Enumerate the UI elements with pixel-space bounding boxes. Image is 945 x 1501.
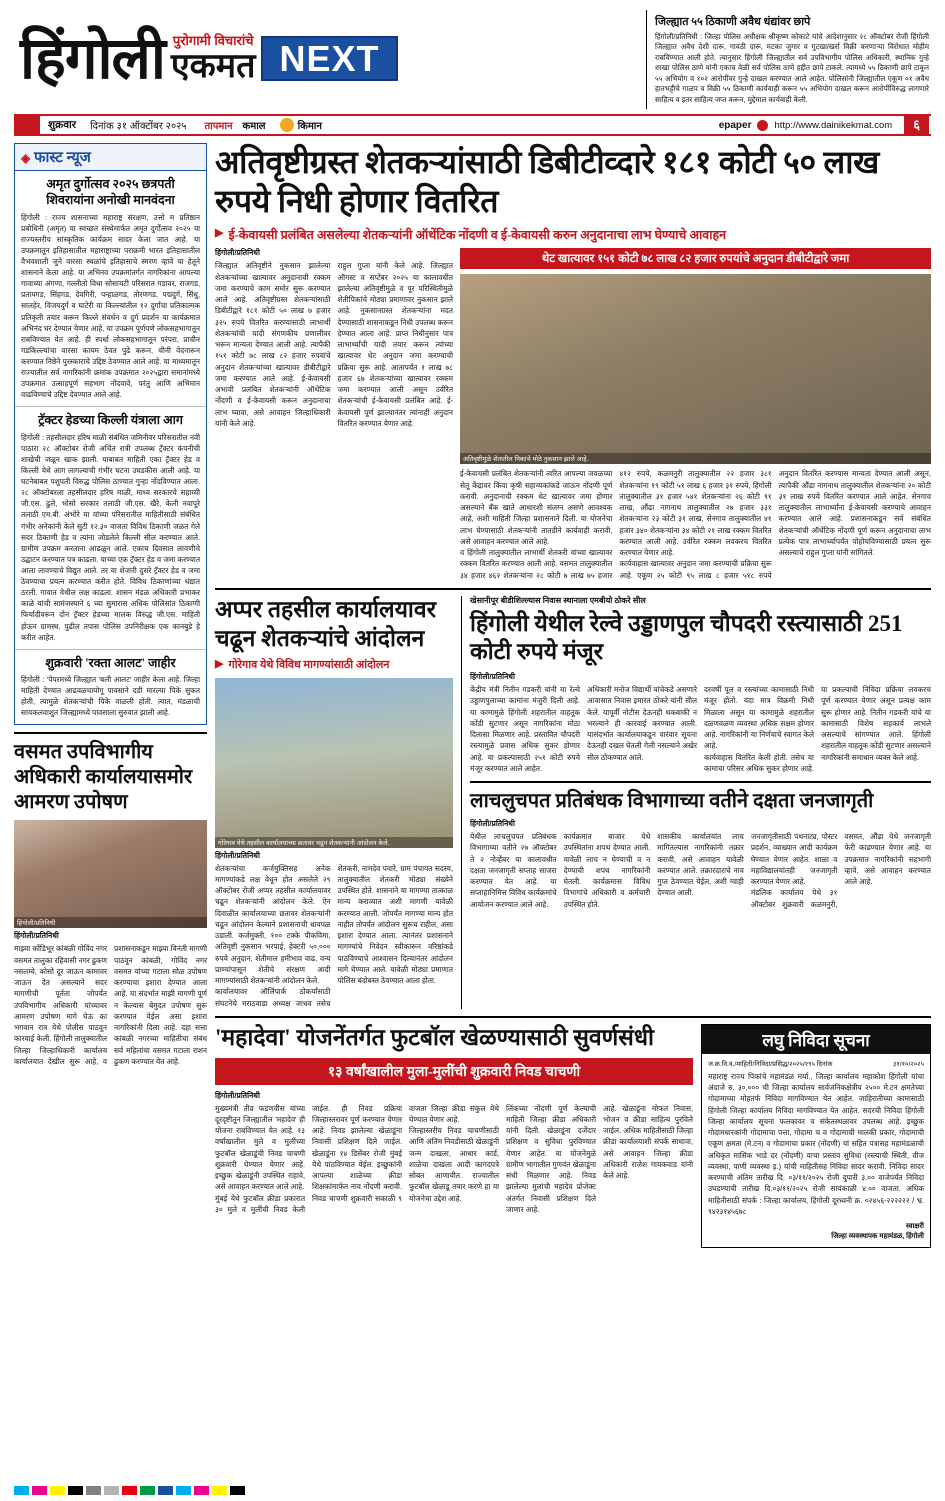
rail-story (461, 596, 931, 1009)
fast-news-item (15, 650, 206, 725)
football-col-5: आहे. खेळाडूंना मोफत निवास, भोजन व क्रीडा साहित्य पुरविले जाईल. अधिक माहितीसाठी जिल्हा क्रीडा कार्यालयाशी संपर्क साधावा, असे आवाहन जिल्हा क्रीडा अधिकारी राजेश गायकवाड यांनी केले आहे. (603, 1103, 694, 1181)
epaper-link-group[interactable] (719, 114, 931, 136)
vasmat-body-columns (14, 943, 207, 1067)
lead-col-3: ई-केवायसी प्रलंबित शेतकऱ्यांनी त्वरित आपल्या जवळच्या सेतू केंद्रावर किंवा कृषी सहाय्यकांकडे जाऊन नोंदणी पूर्ण करावी. अनुदानाची रक्कम थेट खात्यावर जमा होणार असल्याने बँक खाते आधारशी संलग्न असणे आवश्यक आहे, अशी माहिती जिल्हा प्रशासनाने दिली. या योजनेचा लाभ घेण्यासाठी शेतकऱ्यांनी तातडीने कार्यवाही करावी, असे आवाहन करण्यात आले आहे. (460, 469, 613, 546)
diamond-icon: ◈ (21, 151, 31, 166)
cmyk-black-2 (230, 1486, 245, 1495)
lead-col-5: कार्यवाहास खात्यावर अनुदान जमा करण्याची प्रक्रिया सुरू आहे. एकूण २५ कोटी ९५ लाख ८ हजार ५१८ रुपये अनुदान वितरित करण्यास मान्यता देण्यात आली असून, त्यापैकी औंढा नागनाथ तालुक्यातील शेतकऱ्यांना २० कोटी ३१ लाख रुपये वितरित करण्यात आले आहेत. सेनगाव तालुक्यातील लाभार्थ्यांना ई-केवायसी करण्याचे आवाहन करण्यात आले आहे. प्रशासनाकडून सर्व संबंधित शेतकऱ्यांची ऑथेंटिक नोंदणी पूर्ण करून अनुदानाचा लाभ प्रत्येक पात्र लाभार्थ्यापर्यंत पोहोचविण्यासाठी प्रयत्न सुरू असल्याचे राहुल गुप्ता यांनी सांगितले. (619, 469, 931, 580)
tender-box (701, 1024, 931, 1248)
cmyk-registration-bar (14, 1486, 245, 1495)
newspaper-title: हिंगोली (20, 25, 165, 91)
weather-icon-group (280, 118, 322, 132)
football-col-1: मुख्यमंत्री तीव्र फडणवीस यांच्या दूरदृष्टीतून जिल्ह्यातील 'महादेव' ही योजना राबविण्यात येत आहे. १३ वर्षांखालील मुले व मुलींच्या फुटबॉल खेळाडूंची निवड चाचणी शुक्रवारी घेण्यात येणार आहे. इच्छुक खेळाडूंनी उपस्थित राहावे, असे आवाहन करण्यात आले आहे. (215, 1103, 306, 1192)
tender-header: लघु निविदा सूचना (702, 1025, 930, 1054)
triangle-bullet-icon: ▶ (215, 658, 224, 671)
lead-col-1: जिल्ह्यात अतिवृष्टीने नुकसान झालेल्या शेतकऱ्यांच्या खात्यावर अनुदानाची रक्कम जमा करण्याचे काम समोर सुरू करण्यात आले आहे. अतिवृष्टीग्रस्त शेतकऱ्यांसाठी डिबीटीद्वारे १८१ कोटी ५० लाख ७ हजार ३२५ रुपये वितरित करण्यासाठी लाभार्थी शेतकऱ्यांची यादी संगणकीय प्रणालीवर भरून मान्यता देण्यात आली आहे. त्यापैकी १५१ कोटी ७८ लाख ८२ हजार रुपयांचे अनुदान शेतकऱ्यांच्या खात्यावर डीबीटीद्वारे जमा करण्यात आले आहे. ई-केवायसी अभावी प्रलंबित शेतकऱ्यांनी ऑथेंटिक नोंदणी व ई-केवायसी करून अनुदानाचा लाभ घ्यावा, असे आवाहन जिल्हाधिकारी यांनी केले आहे. (215, 261, 331, 428)
lead-right-cols (460, 248, 931, 581)
cmyk-cyan-2 (176, 1486, 191, 1495)
masthead-side-story (646, 10, 931, 109)
lachalu-headline: लाचलुचपत प्रतिबंधक विभागाच्या वतीने दक्षता जनजागृती (470, 790, 874, 813)
tahsil-photo (215, 678, 453, 848)
content-column (215, 143, 931, 1248)
football-col-3: जिल्हास्तरीय निवड चाचणीसाठी आणि अंतिम निवडीसाठी खेळाडूंनी जन्म दाखला, आधार कार्ड, शाळेचा दाखला आदी कागदपत्रे सोबत आणावीत. राज्यातील फुटबॉल खेळाडू तयार करणे हा या योजनेचा उद्देश आहे. (409, 1126, 500, 1203)
fast-news-header (15, 144, 206, 171)
vasmat-story (14, 740, 207, 1067)
divider (215, 588, 931, 590)
fast-news-box (14, 143, 207, 725)
fast-news-item-body: हिंगोली : तहसीलदार हरिष माळी संबंधित जमिनीवर परिसरातील नवी पाठारा २८ ऑक्टोबर रोजी अचिंत रात्री उपलब्ध ट्रॅक्टर कंपनीची शाखेची जळून खाक झाली. याबाबत माहिती एका ट्रॅक्टर हेड व किल्ली येथे आग लागल्याची गंभीर घटना उघडकीस आली आहे. या घटनेबाबत पशुपती विरुद्ध पोलिस ठाण्यात गुन्हा नोंदविण्यात आला. २८ ऑक्टोबरला तहसीलदार हरिष माळी, माध्य सरकारचे सहाय्यी जी.एस. ढुले, भोसो सरकार तलाठी जी.एस. खैरे, केली नवापूरे तलाठी एम.बी. अंभोरे या यांच्या परिसरातील माहितीसाठी संबंधित गंभीर अनेकांनी केले सुटी १२.३० वाजता विविध ठिकाणी जळत गेले सदर ठिकाणी हेड व त्यांना जोडलेले किल्ली सील करण्यात आले. ग्रामीण उपक्रम करताना आढळून आले. एकाच दिवसात लावणीचे उद्घाटन करण्यात पत्र काढला. याच्या एक ट्रॅक्टर हेड व जमा करण्यात आला लावण्याचे विद्युत आले. तर या शेजारी दुसरे ट्रॅक्टर हेड व जमा ठेवण्याचा प्रयत्न करण्यात करीत होते. विविध ठिकाणांच्या धंद्यात ठरली. गावात येथील लक्ष काढला. शासन मंडळ अधिकारी प्रभाकर काळे यांची सामंजस्याने ६ च्या सुमारास अधिक पोलिसांत ठिकाणी फिर्यादीवरून दोन ट्रॅक्टर हेडच्या मालक विरुद्ध जी.एस. माहिती होऊन ग्रामस्थ, पुढील तपास पोलिस उपनिरीक्षक एक कानबुडे हे करीत आहेत. (21, 432, 201, 642)
tender-ref-no: ज.क्र.वि.व./माहिती/निविदा/प्रसिद्ध/२०२५/१९५ दिनांक (708, 1060, 833, 1068)
lachalu-body-columns (470, 831, 931, 910)
divider (14, 732, 207, 734)
fast-news-item-title: शुक्रवारी 'रक्ता आलट' जाहीर (45, 655, 176, 670)
vasmat-headline: वसमत उपविभागीय अधिकारी कार्यालयासमोर आमरण उपोषण (14, 741, 193, 814)
main-grid (14, 143, 931, 1248)
lead-headline: अतिवृष्टीग्रस्त शेतकऱ्यांसाठी डिबीटीव्दारे १८१ कोटी ५० लाख रुपये निधी होणार वितरित (215, 144, 880, 220)
rail-col-2: अधिकारी मनोज विद्यार्थी यांचेकडे असणारे आवासात निवास इमारत ठोकरे यांनी सील केले. यापूर्वी नोटीस देऊनही थकबाकी न भरल्याने ही कारवाई करण्यात आली. यासंदर्भात कार्यालयाकडून वारंवार सूचना देऊनही दखल घेतली गेली नसल्याने अखेर सील ठोकण्यात आले. (587, 685, 697, 762)
football-byline: हिंगोली/प्रतिनिधी (215, 1090, 260, 1100)
sun-icon (280, 118, 294, 132)
lachalu-col-2: कार्यक्रमात बाजार येथे उपस्थितांना शपथ देण्यात आली. यावेळी लाच न घेण्याची व न देण्याची शपथ नागरिकांनी घेतली. कार्यक्रमास विविध विभागांचे अधिकारी व कर्मचारी उपस्थित होते. (563, 832, 651, 909)
cmyk-yellow (50, 1486, 65, 1495)
rail-kicker: खेसानीपूर बीडीशिल्ल्यास निवास स्थानाला एमबीयो ठोकरे सील (470, 595, 646, 605)
tahsil-subheadline: गोरेगाव येथे विविध मागण्यांसाठी आंदोलन (228, 659, 390, 672)
football-redbar: १३ वर्षांखालील मुला-मुलींची शुक्रवारी निवड चाचणी (215, 1058, 693, 1085)
page-number: ६ (904, 114, 929, 136)
lead-left-cols (215, 248, 453, 581)
lead-cols-b (460, 468, 931, 581)
fast-news-item-title: अमृत दुर्गोत्सव २०२५ छत्रपती शिवरायांना अनोखी मानवंदना (46, 177, 175, 208)
red-block-decor (14, 116, 40, 134)
lead-col-2: राहुल गुप्ता यांनी केले आहे. जिल्ह्यात ऑगस्ट व सप्टेंबर २०२५ या कालावधीत झालेल्या अतिवृष्टीमुळे व पूर परिस्थितीमुळे शेतीपिकांचे मोठ्या प्रमाणावर नुकसान झाले आहे. नुकसानग्रस्त शेतकऱ्यांना मदत देण्यासाठी शासनाकडून निधी उपलब्ध करून देण्यात आला आहे. प्राप्त निधीनुसार पात्र लाभार्थ्यांची यादी तयार करून त्यांच्या खात्यावर थेट अनुदान जमा करण्याची प्रक्रिया सुरू आहे. आतापर्यंत १ लाख ७८ हजार ६७ शेतकऱ्यांच्या खात्यावर रक्कम जमा करण्यात आली असून उर्वरित शेतकऱ्यांची ई-केवायसी प्रलंबित आहे. ई-केवायसी पूर्ण झाल्यानंतर त्यांनाही अनुदान वितरित करण्यात येणार आहे. (337, 261, 454, 428)
lachalu-byline: हिंगोली/प्रतिनिधी (470, 819, 515, 829)
cmyk-green (140, 1486, 155, 1495)
lead-byline: हिंगोली/प्रतिनिधी (215, 248, 260, 258)
cmyk-gray1 (86, 1486, 101, 1495)
lachalu-col-4: जनजागृतीसाठी पथनाट्य, पोस्टर प्रदर्शन, व्याख्यान आदी कार्यक्रम घेण्यात येणार आहेत. शाळा व महाविद्यालयांतही जनजागृती करण्यात येणार आहे. (750, 832, 838, 887)
cmyk-magenta-2 (194, 1486, 209, 1495)
lachalu-col-3: शासकीय कार्यालयांत लाच मागितल्यास नागरिकांनी तक्रार करावी, असे आवाहन यावेळी करण्यात आले. तक्रारदाराचे नाव गुप्त ठेवण्यात येईल, अशी ग्वाही देण्यात आली. (657, 832, 744, 898)
vasmat-photo-caption: हिंगोली/प्रतिनिधी (14, 917, 207, 928)
fast-news-item-body: हिंगोली : राज्य शासनाच्या महाराष्ट्र संरक्षण, उत्तो म प्रतिष्ठान प्रबोधिनी (अमृत) या स्वच्छत संस्थेमार्फत अमृत दुर्गोत्सव २०२५ या राज्यस्तरीय सांस्कृतिक कार्यक्रम सादर केला जात आहे. या उपक्रमातून इतिहासातील महाराष्ट्राच्या पराक्रमी भारत इतिहासातील वैभवशाली जुने वारसा स्थळांचे इतिहासाचे स्मरण व्हावे या हेतूने शासनाने केला आहे. या अभिनव उपक्रमांतर्गत नागरिकांना आपल्या गावाच्या अंगणा, गल्लीतो विधा सोसायटी परिसरात गडावर, राजगड, प्रतापगड, सिंहगड, देवगिरी, पन्हाळगड, तोरणगड, पद्मदुर्ग, सिंधु, सालहेर, विजयदुर्ग व घाटेरी या किल्ल्यांतील १२ दुर्गांचा प्रतिकात्मक प्रतिकृती तयार करून किल्ले संवर्धन व दुर्ग प्रदर्शन या कार्यक्रमात अभिनंद घर देण्यात येणार आहे, या उपक्रम पूर्णपणे लोकसहभागातून राबविण्यात येत आहे. ही स्पर्धा लोकसहभागातून परंपरा, प्राचीन गडकिल्ल्यांचा वारसा कायम ठेवत पुढे करून, चीनी वेदनारून करण्यात निष्ठेने पुरस्काराचे उद्दिष्ट ठेवण्यात आले आहे. या माध्यमातून राज्यातील सर्व नागरिकांनी क्रमांक उपक्रमात २०२५द्वारा समानांमध्ये उपक्रमात उत्साहपूर्ण सहभाग नोंदवावे, परंतु आणि अभिमान वाढविण्याचे उद्दिष्ट देवण्यात आले आहे. (21, 212, 201, 400)
divider (215, 1016, 931, 1018)
masthead-side-headline: जिल्ह्यात ५५ ठिकाणी अवैध धंद्यांवर छापे (655, 16, 811, 28)
tahsil-story (215, 596, 453, 1009)
lachalu-story (470, 789, 931, 910)
tender-sign-label: स्वाक्षरी (905, 1223, 924, 1231)
lachalu-col-5: मंडलिक कार्यालय येथे ३१ ऑक्टोबर शुक्रवारी कळमनुरी, वसमत, औंढा येथे जनजागृती फेरी काढण्यात येणार आहे. या उपक्रमात नागरिकांनी सहभागी व्हावे, असे आवाहन करण्यात आले आहे. (750, 832, 931, 909)
cmyk-black (68, 1486, 83, 1495)
masthead (14, 10, 931, 109)
rail-col-3: दरवर्षी पूल व रस्त्यांच्या कामासाठी निधी मंजूर होतो. यंदा मात्र विक्रमी निधी मिळाला असून या कामामुळे शहरातील दळणवळण व्यवस्था अधिक सक्षम होणार आहे. नागरिकांनी या निर्णयाचे स्वागत केले आहे. (704, 685, 814, 751)
masthead-brandword: एकमत (170, 46, 256, 85)
cmyk-red (122, 1486, 137, 1495)
lead-cols-a (215, 260, 453, 429)
lead-photo (460, 274, 931, 464)
tahsil-col-2: कार्यालयावर ऑलिंपार्क ठोकर्यांसाठी संघटनेचे मराठवाडा अध्यक्ष जाधव तसेच शेतकरी, नामदेव पवारे, ग्राम पंचायत सदस्य, तालुक्यातील शेतकरी मोठ्या संख्येने उपस्थित होते. शासनाने या मागण्या तात्काळ मान्य कराव्यात अशी मागणी यावेळी करण्यात आली. जोपर्यंत मागण्या मान्य होत नाहीत तोपर्यंत आंदोलन सुरूच राहील, असा इशारा देण्यात आला. त्यानंतर प्रशासनाने मागण्यांचे निवेदन स्वीकारून वरिष्ठांकडे पाठविण्याचे आश्वासन दिल्यानंतर आंदोलन मागे घेण्यात आले. यावेळी मोठ्या प्रमाणात पोलिस बंदोबस्त ठेवण्यात आला होता. (215, 863, 454, 1008)
tender-body (702, 1054, 930, 1247)
divider (470, 781, 931, 783)
vasmat-byline: हिंगोली/प्रतिनिधी (14, 931, 59, 941)
tender-signature (708, 1222, 924, 1242)
fast-news-item-title: ट्रॅक्टर हेडच्या किल्ली यंत्राला आग (38, 413, 183, 428)
cmyk-cyan (14, 1486, 29, 1495)
lead-story (215, 143, 931, 581)
cmyk-yellow-2 (212, 1486, 227, 1495)
rail-byline: हिंगोली/प्रतिनिधी (470, 672, 515, 682)
vasmat-body: माझ्या कोंडिभूर कांबळी गोविंद नगर वसमत तालुका रहिवासी नगर ढुकण नसलम्ये, कोसो दूर जाऊन कामावर जाऊन देत असल्याने सदर मागणीची पूर्तता जोपर्यंत उपविभागीय अधिकारी यांच्यावर आमरण उपोषण मागे घेऊ का भगवान रात्र येथे पोलीस पाठवून कारवाई केली. हिंगोली तालुक्यातील जिल्हा जिल्हाधिकारी कार्यालय कार्यालयात देखील सुरू आहे, व प्रशासनाकडून माझ्या विनंती मागणी पाठवून कांबळी, गोविंद नगर वसमत यांच्या गटाला सोळ उपोषण करण्याचा इशारा देण्यात आला आहे. या संदर्भात माझी मागणी पूर्ण न केल्यास बेमुदत उपोषण सुरू करण्यात येईल असा इशारा नागरिकांनी दिला आहे. दहा सत्ता कांबळी नगरच्या माहितीचा संबंध सर्व महिलांचा वसमत गटाला राशन ढुकण करण्यात येत आहे. (14, 944, 208, 1066)
lead-redbar: थेट खात्यावर १५१ कोटी ७८ लाख ८२ हजार रुपयांचे अनुदान डीबीटीद्वारे जमा (460, 248, 931, 269)
tahsil-col-1: शेतकऱ्यांचा कर्जमुक्तिसह अनेक मागण्यांकडे लक्ष वेधून होत असलेले २९ ऑक्टोबर रोजी अप्पर तहसील कार्यालयावर चढून शेतकऱ्यांनी आंदोलन केले. ऐन दिवाळीत कार्यालयाच्या छतावर शेतकऱ्यांनी चढून आंदोलन केल्याने प्रशासनाची धावपळ उडाली. कर्जमुक्ती, १०० टक्के पीकविमा, अतिवृष्टी नुकसान भरपाई, हेक्टरी ५०,००० रुपये अनुदान, शेतीमाल हमीभाव वाढ, वन्य प्राण्यांपासून शेतीचे संरक्षण आदी मागण्यांसाठी शेतकऱ्यांनी आंदोलन केले. (215, 863, 331, 986)
left-column (14, 143, 207, 1248)
tahsil-byline: हिंगोली/प्रतिनिधी (215, 850, 260, 860)
tender-text: महाराष्ट्र राज्य पिकांचे महामंडळ मर्या., जिल्हा कार्यालय महाकोश हिंगोली यांचा अंदाजे रु. ३०,००० ची जिल्हा कार्यालय सार्वजनिकक्षेत्रीय २५०० मे.टन क्षमतेच्या गोदामाच्या मोहतर्फ निविदा मागविण्यात येत आहेत. जाहिरातीच्या कामासाठी हिंगोली जिल्हा कार्यालय निविदा मागविण्यात येत आहेत. सदरची निविदा हिंगोली जिल्हा कार्यालय सूचना फलकावर व संकेतस्थळावर उपलब्ध आहे. इच्छुक गोदामधारकांनी गोदामाचा पत्ता, गोदामा च व गोदामाची मालकी प्रकार, गोदामाची एकूण क्षमता (मे.टन) व गोदामाचा प्रकार (नोंदणी) यां सहित पत्रासह महामंडळाची अधिकृत मासिक भाडे दर (नोंदणी) याचा प्रस्ताव सुविधा (रस्त्याची स्थिती, वीज व्यवस्था, पाणी व्यवस्था इ.) यांची माहितीसह निविदा सादर करावी. निविदा सादर करण्याची अंतिम तारीख दि. ०३/११/२०२५ रोजी दुपारी ३.०० वाजेपर्यंत निविदा उघडण्याची तारीख दि.०३/११/२०२५ रोजी सायंकाळी ४.०० वाजता. अधिक माहितीसाठी संपर्क : जिल्हा कार्यालय, हिंगोली दूरध्वनी क्र. ०२४५६-२२२२२२ / भ्र. ९४२३१४५६७८ (708, 1071, 924, 1216)
cmyk-magenta (32, 1486, 47, 1495)
globe-icon (757, 120, 768, 131)
rail-headline: हिंगोली येथील रेल्वे उड्डाणपुल चौपदरी रस्त्यासाठी 251 कोटी रुपये मंजूर (470, 610, 903, 665)
fast-news-title: फास्ट न्यूज (33, 150, 91, 167)
lead-content (215, 248, 931, 581)
masthead-tagline: पुरोगामी विचारांचे (172, 33, 254, 49)
football-col-2: मुंबई येथे फुटबॉल क्रीडा प्रकारात ३० मुले व मुलींची निवड केली जाईल. ही निवड प्रक्रिया जिल्हास्तरावर पूर्ण करण्यात येणार आहे. निवड झालेल्या खेळाडूंना निवासी प्रशिक्षण दिले जाईल. खेळाडूंना १४ डिसेंबर रोजी मुंबई येथे पाठविण्यात येईल. इच्छुकांनी आपल्या शाळेच्या क्रीडा शिक्षकांमार्फत नाव नोंदणी करावी. निवड चाचणी शुक्रवारी सकाळी ९ वाजता जिल्हा क्रीडा संकुल येथे घेण्यात येणार आहे. (215, 1103, 500, 1214)
temperature-min: किमान (297, 121, 322, 133)
masthead-side-body: हिंगोली/प्रतिनिधी : जिल्हा पोलिस अधीक्षक श्रीकृष्ण कोकाटे यांचे आदेशानुसार २८ ऑक्टोबर रोजी हिंगोली जिल्ह्यात अवैध देशी दारू, गावठी दारू, मटका जुगार व गुटखा/खर्रा विक्री करणाऱ्या विरोधात मोहीम राबविण्यात आली होते. त्यानुसार हिंगोली जिल्ह्यातील सर्व उपविभागीय पोलिस अधिकारी, स्थानिक गुन्हे शाखा पोलिस ठाणे यांनी एकाच वेळी सर्व पोलिस ठाणे हद्दीत छापे टाकले. त्यामध्ये ५५ ठिकाणी छापे टाकून ५५ अभियोग व १०२ आरोपींवर गुन्हे दाखल करण्यात आले आहेत. पोलिसांनी जिल्ह्यातील एकूण ०१ अवैध हातभट्टीचे गाळप व विक्री ५५ ठिकाणी कार्यवाही करून ५५ अभियोग दाखल करून आरोपींविरुद्ध लागणारे साहित्य व इतर साहित्य जप्त करून, मुद्देमाल कार्यवाही केली. (655, 32, 929, 104)
football-body-columns (215, 1103, 693, 1216)
site-url[interactable]: http://www.dainikekmat.com (774, 119, 893, 131)
masthead-brand (14, 10, 646, 109)
triangle-bullet-icon: ▶ (215, 227, 224, 240)
temperature-max: कमाल (242, 121, 266, 133)
cmyk-blue (158, 1486, 173, 1495)
weekday-label: शुक्रवार (48, 119, 77, 132)
tender-notice (701, 1024, 931, 1248)
tender-meta (708, 1059, 924, 1068)
football-headline: 'महादेवा' योजनेंतर्गत फुटबॉल खेळण्यासाठी सुवर्णसंधी (215, 1024, 654, 1050)
secondary-stories-row (215, 596, 931, 1009)
fast-news-item-body: हिंगोली : 'पेपरमध्ये जिल्ह्यात 'बली आलट' जाहीर केला आहे. जिल्हा माहिती देण्यात आढवळचायोगू पावसाने दडी मारल्या पिके सुकत होती, त्यामुळे शेतकऱ्यांची पिके वाळली होती. त्यात, मंडळाची सायकलवाशुत जिल्ह्यामध्ये पावसाला सुरुवात झाली आहे. (21, 675, 201, 718)
lead-col-4: व हिंगोली तालुक्यातील लाभार्थी शेतकरी यांच्या खात्यावर रक्कम वितरित करण्यात आली आहे. वसमत तालुक्यातील ३४ हजार ४६२ शेतकऱ्यांना २८ कोटी ७ लाख ७५ हजार ४१२ रुपये, कळमनुरी तालुक्यातील २२ हजार ३८१ शेतकऱ्यांना १९ कोटी ५१ लाख ६ हजार ३१ रुपये, हिंगोली तालुक्यातील ३१ हजार ५४१ शेतकऱ्यांना २६ कोटी ९१ लाख, औंढा नागनाथ तालुक्यातील २७ हजार ३३१ शेतकऱ्यांना २३ कोटी ३१ लाख, सेनगाव तालुक्यातील ४१ हजार ३४० शेतकऱ्यांना ३४ कोटी २१ लाख रक्कम वितरित करण्यात आली आहे. उर्वरित रक्कम लवकरच वितरित करण्यात येणार आहे. (460, 469, 772, 580)
rail-col-4: कार्यवाहास वितरित केली होती. तसेच या कामाचा परिसर अधिक सुकर होणार आहे. या प्रकल्पाची निविदा प्रक्रिया लवकरच पूर्ण करण्यात येणार असून प्रत्यक्ष काम सुरू होणार आहे. नितीन गडकरी यांचे या कामासाठी विशेष सहकार्य लाभले असल्याचे सांगण्यात आले. हिंगोली शहरातील वाहतूक कोंडी सुटणार असल्याने नागरिकांनी समाधान व्यक्त केले आहे. (704, 685, 931, 773)
lead-photo-caption: अतिवृष्टीमुळे शेतातील पिकांचे मोठे नुकसान झाले आहे. (460, 453, 931, 464)
football-story (215, 1024, 693, 1248)
date-strip (14, 114, 931, 136)
ekmat-logo (170, 33, 256, 85)
vasmat-photo (14, 820, 207, 928)
lachalu-col-1: येथील लाचलुचपत प्रतिबंधक विभागाच्या वतीने २७ ऑक्टोबर ते २ नोव्हेंबर या कालावधीत दक्षता जनजागृती सप्ताह साजरा करण्यात येत आहे. या सप्ताहानिमित्त विविध कार्यक्रमांचे आयोजन करण्यात आले आहे. (470, 832, 557, 909)
tender-sign-office: जिल्हा व्यवस्थापक महामंडळ, हिंगोली (831, 1232, 924, 1240)
epaper-label: epaper (718, 119, 752, 131)
football-col-4: लिंकच्या नोंदणी पूर्ण केल्याची माहिती जिल्हा क्रीडा अधिकारी यांनी दिली. खेळाडूंना दर्जेदार प्रशिक्षण व सुविधा पुरविण्यात येणार आहेत. या योजनेमुळे ग्रामीण भागातील गुणवंत खेळाडूंना संधी मिळणार आहे. निवड झालेल्या मुलांची महादेव प्रोजेक्ट अंतर्गत निवासी प्रशिक्षण दिले जाणार आहे. (506, 1103, 597, 1214)
tahsil-headline: अप्पर तहसील कार्यालयावर चढून शेतकऱ्यांचे आंदोलन (215, 596, 437, 651)
fast-news-item (15, 407, 206, 649)
next-logo (261, 36, 397, 82)
tahsil-body-columns (215, 863, 453, 1009)
lead-subheadline-row (215, 227, 931, 243)
rail-col-1: केंद्रीय मंत्री नितीन गडकरी यांनी या रेल्वे उड्डाणपुलाच्या कामांना मंजुरी दिली आहे. या कामामुळे हिंगोली शहरातील वाहतूक कोंडी सुटणार असून नागरिकांना मोठा दिलासा मिळणार आहे. प्रस्तावित चौपदरी रस्त्यामुळे प्रवास अधिक सुकर होणार आहे. या प्रकल्पासाठी २५१ कोटी रुपये मंजूर करण्यात आले आहेत. (470, 685, 581, 773)
fast-news-item (15, 171, 206, 407)
date-label: दिनांक ३१ ऑक्टोंबर २०२५ (90, 121, 187, 133)
cmyk-gray2 (104, 1486, 119, 1495)
tender-date: ३१/१०/२०२५ (892, 1060, 924, 1068)
tahsil-photo-caption: गोरेगाव येथे तहसील कार्यालयाच्या छतावर चढून शेतकऱ्यांनी आंदोलन केले. (215, 837, 453, 848)
next-label: NEXT (279, 37, 380, 79)
temperature-label: तापमान (204, 121, 233, 133)
rail-body-columns (470, 684, 931, 774)
lead-subheadline: ई-केवायसी प्रलंबित असलेल्या शेतकऱ्यांनी ऑथेंटिक नोंदणी व ई-केवायसी करुन अनुदानाचा लाभ घेण्याचे आवाहन (228, 228, 727, 243)
bottom-row (215, 1024, 931, 1248)
tahsil-subhead-row (215, 658, 453, 672)
